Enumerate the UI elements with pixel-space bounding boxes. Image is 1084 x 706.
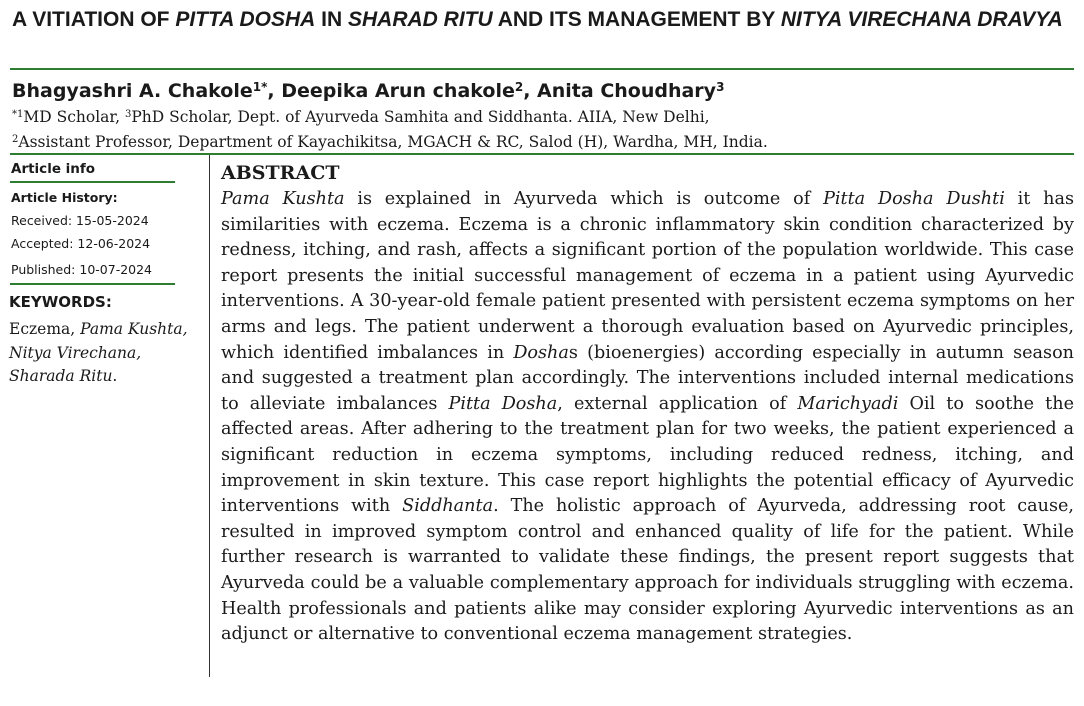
abstract-text: , external application of — [557, 393, 798, 414]
affiliation-line-1 — [12, 104, 1072, 128]
column-divider — [209, 155, 210, 677]
affiliation-superscript: *1 — [12, 109, 24, 120]
keywords-list — [9, 318, 204, 389]
abstract-text: Siddhanta — [402, 496, 494, 517]
title-divider — [10, 68, 1074, 70]
title-part: SHARAD RITU — [348, 8, 493, 31]
title-part: IN — [315, 8, 348, 31]
abstract-body — [221, 187, 1074, 648]
dates-divider — [10, 283, 175, 285]
article-info-divider — [10, 181, 175, 183]
affiliation-superscript: 3 — [124, 109, 132, 120]
abstract-text: Oil to soothe the affected areas. After adhering to the treatment plan for two weeks, the patient experienced a significant reduction in eczema symptoms, including reduced redness, itching, and improvement in skin texture. This case report highlights the potential efficacy of Ayurvedic interventions with — [221, 393, 1074, 517]
article-info-heading: Article info — [11, 161, 96, 177]
author-name: Bhagyashri A. Chakole — [12, 80, 253, 102]
author-superscript: 3 — [716, 80, 725, 94]
article-history-label: Article History: — [11, 190, 118, 205]
abstract-text: Pitta Dosha Dushti — [823, 189, 1005, 209]
abstract-text: . The holistic approach of Ayurveda, addressing root cause, resulted in improved symptom control and enhanced quality of life for the patient. While further research is warranted to validate these findings, the present report suggests that Ayurveda could be a valuable complementary approach for individuals struggling with eczema. Health professionals and patients alike may consider exploring Ayurvedic interventions as an adjunct or alternative to conventional eczema management strategies. — [221, 496, 1074, 645]
paper-title — [12, 5, 1072, 34]
received-date: Received: 15-05-2024 — [11, 213, 149, 228]
abstract-text: Marichyadi — [797, 393, 899, 414]
affiliation-text: Assistant Professor, Department of Kayachikitsa, MGACH & RC, Salod (H), Wardha, MH, India. — [18, 133, 768, 151]
author-superscript: 1* — [252, 80, 268, 94]
abstract-text: s (bioenergies) according especially in autumn season and suggested a treatment plan accordingly. The interventions included internal medications to alleviate imbalances — [221, 342, 1074, 414]
title-part: AND ITS MANAGEMENT BY — [492, 8, 781, 31]
title-part: PITTA DOSHA — [175, 8, 316, 31]
author-name: , Anita Choudhary — [523, 80, 717, 102]
header-divider — [10, 153, 1074, 155]
keyword-text: . — [112, 367, 118, 385]
keyword-text: Eczema, — [9, 320, 81, 338]
abstract-text: is explained in Ayurveda which is outcome of — [344, 189, 824, 209]
abstract-text: Pitta Dosha — [448, 393, 558, 414]
abstract-text: Pama Kushta — [221, 189, 345, 209]
affiliation-line-2 — [12, 129, 1072, 153]
author-name: , Deepika Arun chakole — [267, 80, 515, 102]
title-part: NITYA VIRECHANA DRAVYA — [780, 8, 1063, 31]
keywords-heading: KEYWORDS: — [9, 293, 112, 311]
accepted-date: Accepted: 12-06-2024 — [11, 236, 151, 251]
author-list — [12, 75, 1072, 103]
affiliation-text: MD Scholar, — [23, 108, 125, 126]
keyword-text: Pama Kushta, Nitya Virechana, Sharada Ritu — [9, 320, 188, 385]
author-superscript: 2 — [514, 80, 524, 94]
abstract-text: Dosha — [513, 342, 569, 363]
affiliation-superscript: 2 — [12, 134, 19, 145]
abstract-heading: ABSTRACT — [221, 162, 340, 184]
affiliation-text: PhD Scholar, Dept. of Ayurveda Samhita and Siddhanta. AIIA, New Delhi, — [131, 108, 710, 126]
abstract-text: it has similarities with eczema. Eczema is a chronic inflammatory skin condition characterized by redness, itching, and rash, affects a significant portion of the population worldwide. This case report presents the initial successful management of eczema in a patient using Ayurvedic interventions. A 30-year-old female patient presented with persistent eczema symptoms on her arms and legs. The patient underwent a thorough evaluation based on Ayurvedic principles, which identified imbalances in — [221, 189, 1074, 363]
title-part: A VITIATION OF — [12, 8, 176, 31]
published-date: Published: 10-07-2024 — [11, 262, 153, 277]
